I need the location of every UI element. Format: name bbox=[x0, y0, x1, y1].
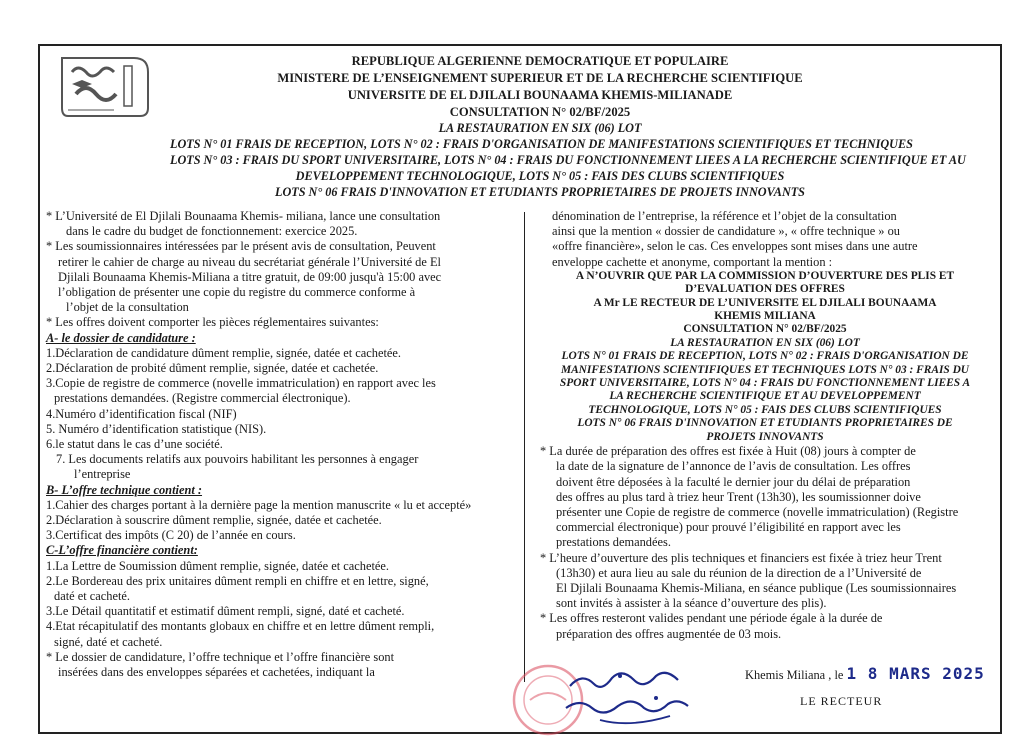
mention-line: A Mr LE RECTEUR DE L’UNIVERSITE EL DJILALI BOUNAAMA bbox=[593, 296, 937, 309]
mention-line: LA RECHERCHE SCIENTIFIQUE ET AU DEVELOPPEMENT bbox=[609, 390, 921, 403]
mention-line: TECHNOLOGIQUE, LOTS N° 05 : FAIS DES CLUBS SCIENTIFIQUES bbox=[588, 403, 942, 416]
mention-line: MANIFESTATIONS SCIENTIFIQUES ET TECHNIQUES LOTS N° 03 : FRAIS DU bbox=[560, 363, 970, 376]
list-item: signé, daté et cacheté. bbox=[54, 634, 163, 649]
header-lots-2: LOTS N° 03 : FRAIS DU SPORT UNIVERSITAIRE, LOTS N° 04 : FRAIS DU FONCTIONNEMENT LIEES A LA RECHERCHE SCIENTIFIQUE ET AU bbox=[170, 153, 966, 167]
mention-line: CONSULTATION N° 02/BF/2025 bbox=[683, 323, 847, 336]
right-column bbox=[540, 209, 990, 642]
header-restauration: LA RESTAURATION EN SIX (06) LOT bbox=[438, 121, 642, 135]
header-university: UNIVERSITE DE EL DJILALI BOUNAAMA KHEMIS-MILIANADE bbox=[347, 88, 733, 102]
section-b-title: B- L’offre technique contient : bbox=[46, 482, 203, 497]
bullet-line: des offres au plus tard à triez heur Trent (13h30), les soumissionner doive bbox=[556, 489, 921, 504]
mention-line: LA RESTAURATION EN SIX (06) LOT bbox=[670, 336, 860, 349]
list-item: 3.Le Détail quantitatif et estimatif dûment rempli, signé, daté et cacheté. bbox=[46, 604, 405, 619]
list-item: daté et cacheté. bbox=[54, 589, 131, 604]
body-line: «offre financière», selon le cas. Ces enveloppes sont mises dans une autre bbox=[552, 239, 918, 254]
place-label: Khemis Miliana , le bbox=[745, 668, 844, 682]
section-c-title: C-L’offre financière contient: bbox=[46, 543, 198, 558]
bullet-line: * Les offres doivent comporter les pièces réglementaires suivantes: bbox=[46, 315, 379, 330]
list-item: 6.le statut dans le cas d’une société. bbox=[46, 437, 223, 452]
intro-line: * L’Université de El Djilali Bounaama Khemis- miliana, lance une consultation bbox=[46, 209, 441, 223]
mention-line: LOTS N° 06 FRAIS D'INNOVATION ET ETUDIANTS PROPRIETAIRES DE bbox=[577, 417, 953, 430]
signatory-title: LE RECTEUR bbox=[800, 694, 883, 708]
header-republic: REPUBLIQUE ALGERIENNE DEMOCRATIQUE ET POPULAIRE bbox=[351, 54, 729, 68]
list-item: 1.Déclaration de candidature dûment remplie, signée, datée et cachetée. bbox=[46, 345, 402, 360]
bullet-line: commercial électronique) pour prouvé l’éligibilité en rapport avec les bbox=[556, 520, 901, 535]
section-a-title: A- le dossier de candidature : bbox=[46, 330, 196, 345]
signature-image bbox=[560, 664, 710, 730]
bullet-line: insérées dans des enveloppes séparées et cachetées, indiquant la bbox=[58, 665, 375, 680]
mention-line: D’EVALUATION DES OFFRES bbox=[685, 283, 845, 296]
mention-line: PROJETS INNOVANTS bbox=[706, 430, 824, 443]
list-item: 2.Déclaration de probité dûment remplie, signée, datée et cachetée. bbox=[46, 361, 379, 376]
list-item: prestations demandées. (Registre commercial électronique). bbox=[54, 391, 351, 406]
intro-line: dans le cadre du budget de fonctionnement: exercice 2025. bbox=[66, 224, 358, 239]
bullet-line: l’obligation de présenter une copie du registre du commerce conforme à bbox=[58, 285, 416, 300]
list-item: 1.Cahier des charges portant à la dernière page la mention manuscrite « lu et accepté» bbox=[46, 497, 472, 512]
list-item: 1.La Lettre de Soumission dûment remplie, signée, datée et cachetée. bbox=[46, 558, 390, 573]
bullet-line: Djilali Bounaama Khemis-Miliana a titre gratuit, de 09:00 jusqu'à 15:00 avec bbox=[58, 269, 442, 284]
list-item: 2.Le Bordereau des prix unitaires dûment rempli en chiffre et en lettre, signé, bbox=[46, 573, 429, 588]
mention-line: KHEMIS MILIANA bbox=[714, 310, 816, 323]
list-item: 2.Déclaration à souscrire dûment remplie, signée, datée et cachetée. bbox=[46, 513, 382, 528]
left-column bbox=[46, 209, 511, 680]
list-item: 4.Numéro d’identification fiscal (NIF) bbox=[46, 406, 237, 421]
list-item: 4.Etat récapitulatif des montants globaux en chiffre et en lettre dûment rempli, bbox=[46, 619, 435, 634]
bullet-line: * L’heure d’ouverture des plis techniques et financiers est fixée à triez heur Trent bbox=[540, 550, 942, 565]
bullet-line: prestations demandées. bbox=[556, 535, 671, 550]
university-logo bbox=[54, 50, 154, 122]
column-divider bbox=[524, 212, 525, 682]
body-line: dénomination de l’entreprise, la référence et l’objet de la consultation bbox=[552, 209, 897, 223]
body-line: ainsi que la mention « dossier de candidature », « offre technique » ou bbox=[552, 224, 900, 239]
date-stamp: 1 8 MARS 2025 bbox=[846, 664, 985, 683]
bullet-line: préparation des offres augmentée de 03 mois. bbox=[556, 626, 782, 641]
bullet-line: sont invités à assister à la séance d’ouverture des plis). bbox=[556, 596, 827, 611]
header-lots-4: LOTS N° 06 FRAIS D'INNOVATION ET ETUDIANTS PROPRIETAIRES DE PROJETS INNOVANTS bbox=[275, 185, 805, 199]
list-item: l’entreprise bbox=[74, 467, 131, 482]
mention-line: A N’OUVRIR QUE PAR LA COMMISSION D’OUVERTURE DES PLIS ET bbox=[575, 269, 955, 282]
place-date-line bbox=[745, 664, 985, 683]
bullet-line: (13h30) et aura lieu au sale du réunion de la direction de a l’Université de bbox=[556, 565, 922, 580]
bullet-line: doivent être déposées à la faculté le dernier jour du délai de préparation bbox=[556, 474, 911, 489]
header-lots-1: LOTS N° 01 FRAIS DE RECEPTION, LOTS N° 02 : FRAIS D'ORGANISATION DE MANIFESTATIONS SCIENTIFIQUES ET TECHNIQUES bbox=[170, 137, 913, 151]
list-item: 3.Certificat des impôts (C 20) de l’année en cours. bbox=[46, 528, 296, 543]
bullet-line: retirer le cahier de charge au niveau du secrétariat générale l’Université de El bbox=[58, 254, 441, 269]
header-ministry: MINISTERE DE L’ENSEIGNEMENT SUPERIEUR ET DE LA RECHERCHE SCIENTIFIQUE bbox=[277, 71, 803, 85]
bullet-line: l’objet de la consultation bbox=[66, 300, 189, 315]
header-consultation: CONSULTATION N° 02/BF/2025 bbox=[449, 105, 631, 119]
bullet-line: * La durée de préparation des offres est fixée à Huit (08) jours à compter de bbox=[540, 444, 916, 459]
bullet-line: * Le dossier de candidature, l’offre technique et l’offre financière sont bbox=[46, 649, 395, 664]
mention-line: SPORT UNIVERSITAIRE, LOTS N° 04 : FRAIS DU FONCTIONNEMENT LIEES A bbox=[559, 377, 971, 390]
bullet-line: * Les soumissionnaires intéressées par le présent avis de consultation, Peuvent bbox=[46, 239, 436, 254]
list-item: 3.Copie de registre de commerce (novelle immatriculation) en rapport avec les bbox=[46, 376, 436, 391]
header-lots-3: DEVELOPPEMENT TECHNOLOGIQUE, LOTS N° 05 : FAIS DES CLUBS SCIENTIFIQUES bbox=[295, 169, 785, 183]
list-item: 7. Les documents relatifs aux pouvoirs habilitant les personnes à engager bbox=[56, 452, 419, 467]
body-line: enveloppe cachette et anonyme, comportant la mention : bbox=[552, 254, 833, 269]
bullet-line: El Djilali Bounaama Khemis-Miliana, en séance publique (Les soumissionnaires bbox=[556, 580, 957, 595]
list-item: 5. Numéro d’identification statistique (NIS). bbox=[46, 421, 267, 436]
mention-line: LOTS N° 01 FRAIS DE RECEPTION, LOTS N° 02 : FRAIS D'ORGANISATION DE bbox=[561, 350, 969, 363]
bullet-line: * Les offres resteront valides pendant une période égale à la durée de bbox=[540, 611, 883, 626]
bullet-line: présenter une Copie de registre de commerce (novelle immatriculation) (Registre bbox=[556, 504, 959, 519]
bullet-line: la date de la signature de l’annonce de l’avis de consultation. Les offres bbox=[556, 459, 911, 474]
